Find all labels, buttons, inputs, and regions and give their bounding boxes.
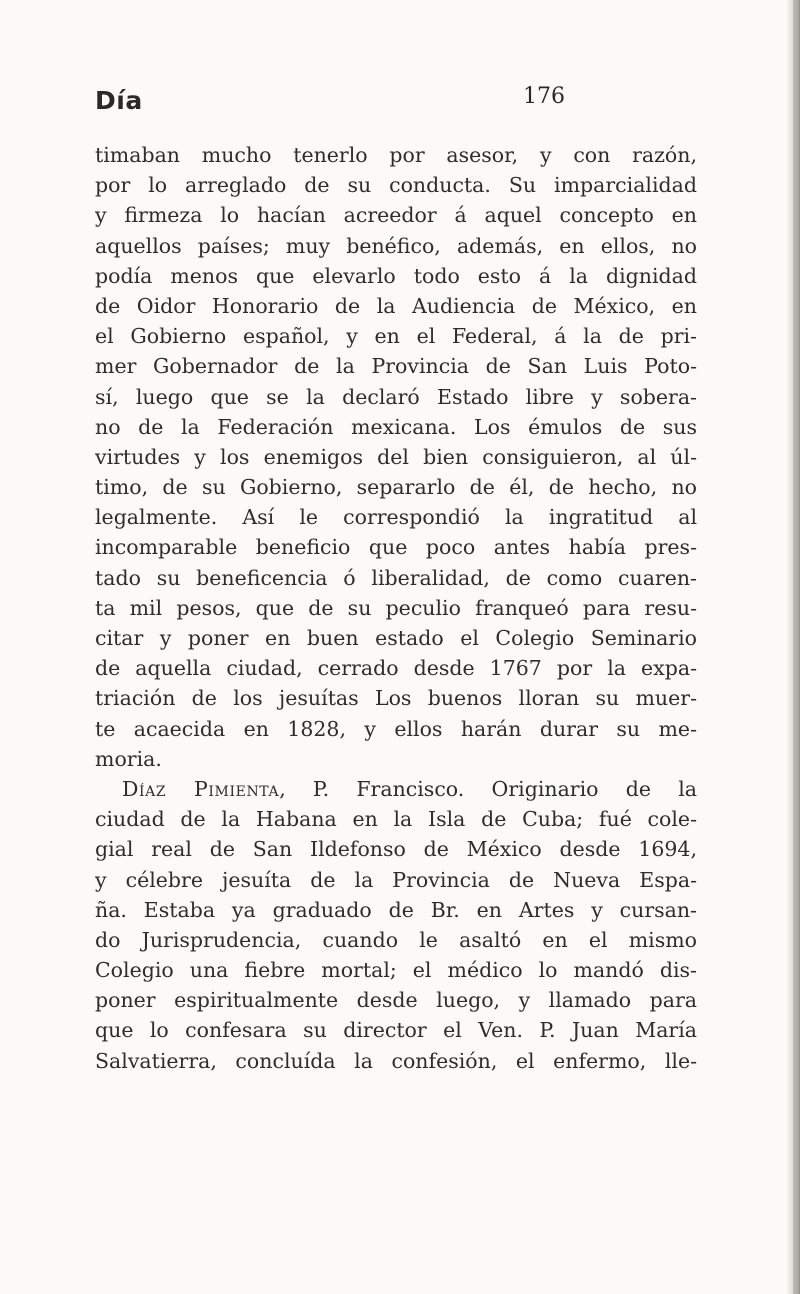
text-line: de aquella ciudad, cerrado desde 1767 por la expa- [95, 656, 697, 681]
text-line: Colegio una fiebre mortal; el médico lo mandó dis- [95, 958, 697, 983]
body-text [95, 140, 697, 1076]
text-line: podía menos que elevarlo todo esto á la dignidad [95, 263, 697, 288]
text-line: moria. [95, 746, 162, 771]
text-line: sí, luego que se la declaró Estado libre y sobera- [95, 384, 697, 409]
text-line: aquellos países; muy benéfico, además, en ellos, no [95, 233, 697, 258]
text-line: gial real de San Ildefonso de México desde 1694, [95, 837, 697, 862]
text-line: te acaecida en 1828, y ellos harán durar su me- [95, 716, 697, 741]
entry-name: Díaz Pimienta [122, 776, 280, 801]
text-line: Salvatierra, concluída la confesión, el enfermo, lle- [95, 1048, 697, 1073]
text-line: triación de los jesuítas Los buenos lloran su muer- [95, 686, 697, 711]
text-line: ta mil pesos, que de su peculio franqueó para resu- [95, 595, 697, 620]
running-head [95, 86, 565, 126]
text-line: timo, de su Gobierno, separarlo de él, de hecho, no [95, 475, 697, 500]
text-line: de Oidor Honorario de la Audiencia de México, en [95, 293, 697, 318]
text-line: no de la Federación mexicana. Los émulos de sus [95, 414, 697, 439]
text-line: y célebre jesuíta de la Provincia de Nueva Espa- [95, 867, 697, 892]
text-line: el Gobierno español, y en el Federal, á la de pri- [95, 324, 697, 349]
entry-heading-line [95, 774, 697, 804]
text-line: virtudes y los enemigos del bien consiguieron, al úl- [95, 444, 697, 469]
text-line: que lo confesara su director el Ven. P. Juan María [95, 1018, 697, 1043]
entry-heading-rest: , P. Francisco. Originario de la [279, 776, 697, 801]
text-line: legalmente. Así le correspondió la ingratitud al [95, 505, 697, 530]
text-line: incomparable beneficio que poco antes había pres- [95, 535, 697, 560]
text-line: tado su beneficencia ó liberalidad, de como cuaren- [95, 565, 697, 590]
text-line: do Jurisprudencia, cuando le asaltó en el mismo [95, 927, 697, 952]
running-head-title: Día [95, 86, 143, 115]
page-number: 176 [523, 84, 565, 109]
text-line: ciudad de la Habana en la Isla de Cuba; fué cole- [95, 807, 697, 832]
text-line: timaban mucho tenerlo por asesor, y con razón, [95, 143, 697, 167]
text-line: mer Gobernador de la Provincia de San Luis Poto- [95, 354, 697, 379]
text-line: ña. Estaba ya graduado de Br. en Artes y cursan- [95, 897, 697, 922]
text-line: citar y poner en buen estado el Colegio Seminario [95, 626, 697, 650]
text-line: poner espiritualmente desde luego, y llamado para [95, 988, 697, 1013]
text-line: y firmeza lo hacían acreedor á aquel concepto en [95, 203, 697, 228]
page-edge-stripe [793, 0, 797, 1294]
text-line: por lo arreglado de su conducta. Su imparcialidad [95, 173, 697, 198]
